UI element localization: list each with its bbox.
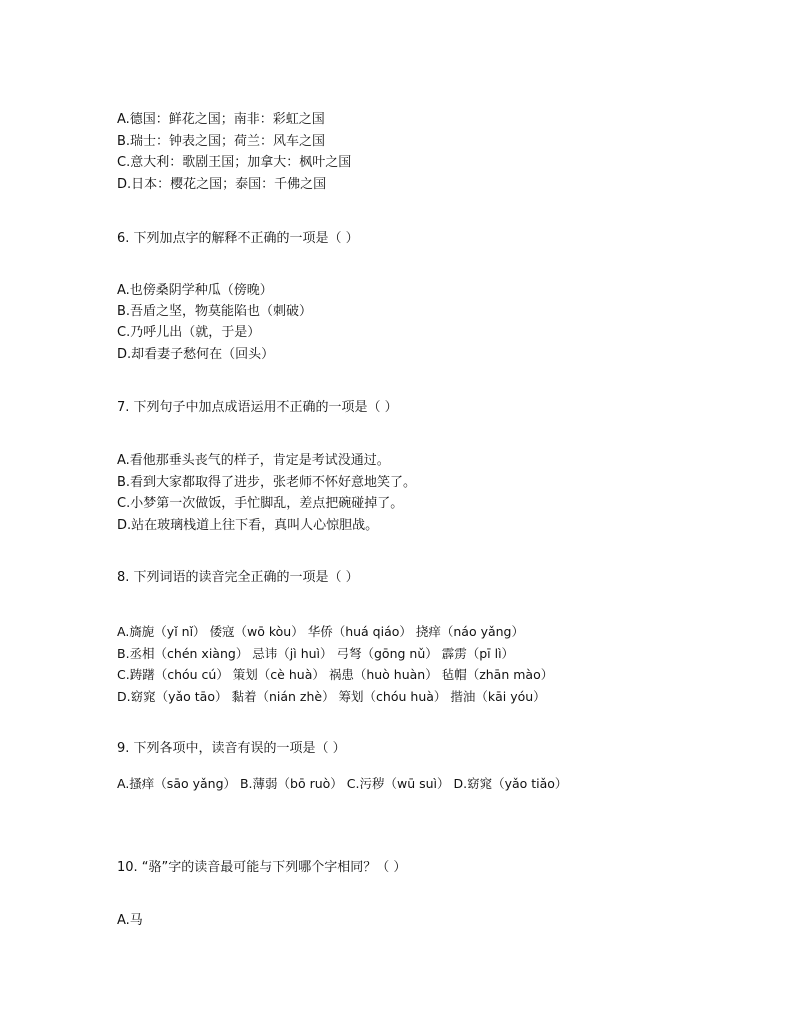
q5-option-a: A.德国：鲜花之国；南非：彩虹之国 xyxy=(117,112,325,127)
q6-option-b: B.吾盾之坚，物莫能陷也（刺破） xyxy=(117,304,313,319)
q9-stem: 9. 下列各项中，读音有误的一项是（ ） xyxy=(117,741,346,756)
q8-option-d: D.窈窕（yǎo tāo） 黏着（nián zhè） 筹划（chóu huà） 揩油（kāi yóu） xyxy=(117,689,546,704)
q10-option-a: A.马 xyxy=(117,913,143,928)
q7-option-c: C.小梦第一次做饭，手忙脚乱，差点把碗碰掉了。 xyxy=(117,496,404,511)
q6-option-a: A.也傍桑阴学种瓜（傍晚） xyxy=(117,283,273,298)
q5-option-c: C.意大利：歌剧王国；加拿大：枫叶之国 xyxy=(117,155,352,170)
q6-stem: 6. 下列加点字的解释不正确的一项是（ ） xyxy=(117,231,359,246)
q9-options: A.搔痒（sāo yǎng） B.薄弱（bō ruò） C.污秽（wū suì） D.窈窕（yǎo tiǎo） xyxy=(117,776,568,791)
q7-option-a: A.看他那垂头丧气的样子，肯定是考试没通过。 xyxy=(117,453,390,468)
q8-stem: 8. 下列词语的读音完全正确的一项是（ ） xyxy=(117,570,359,585)
q8-option-a: A.旖旎（yǐ nǐ） 倭寇（wō kòu） 华侨（huá qiáo） 挠痒（náo yǎng） xyxy=(117,624,524,639)
q6-option-c: C.乃呼儿出（就，于是） xyxy=(117,325,261,340)
q7-stem: 7. 下列句子中加点成语运用不正确的一项是（ ） xyxy=(117,400,398,415)
q5-option-b: B.瑞士：钟表之国；荷兰：风车之国 xyxy=(117,134,326,149)
q8-option-c: C.踌躇（chóu cú） 策划（cè huà） 祸患（huò huàn） 毡帽（zhān mào） xyxy=(117,667,554,682)
q7-option-b: B.看到大家都取得了进步，张老师不怀好意地笑了。 xyxy=(117,475,417,490)
q8-option-b: B.丞相（chén xiàng） 忌讳（jì huì） 弓弩（gōng nǔ） 霹雳（pī lì） xyxy=(117,646,515,661)
q7-option-d: D.站在玻璃栈道上往下看，真叫人心惊胆战。 xyxy=(117,518,379,533)
q5-option-d: D.日本：樱花之国；泰国：千佛之国 xyxy=(117,177,327,192)
q10-stem: 10. “骆”字的读音最可能与下列哪个字相同？（ ） xyxy=(117,860,407,875)
q6-option-d: D.却看妻子愁何在（回头） xyxy=(117,347,275,362)
